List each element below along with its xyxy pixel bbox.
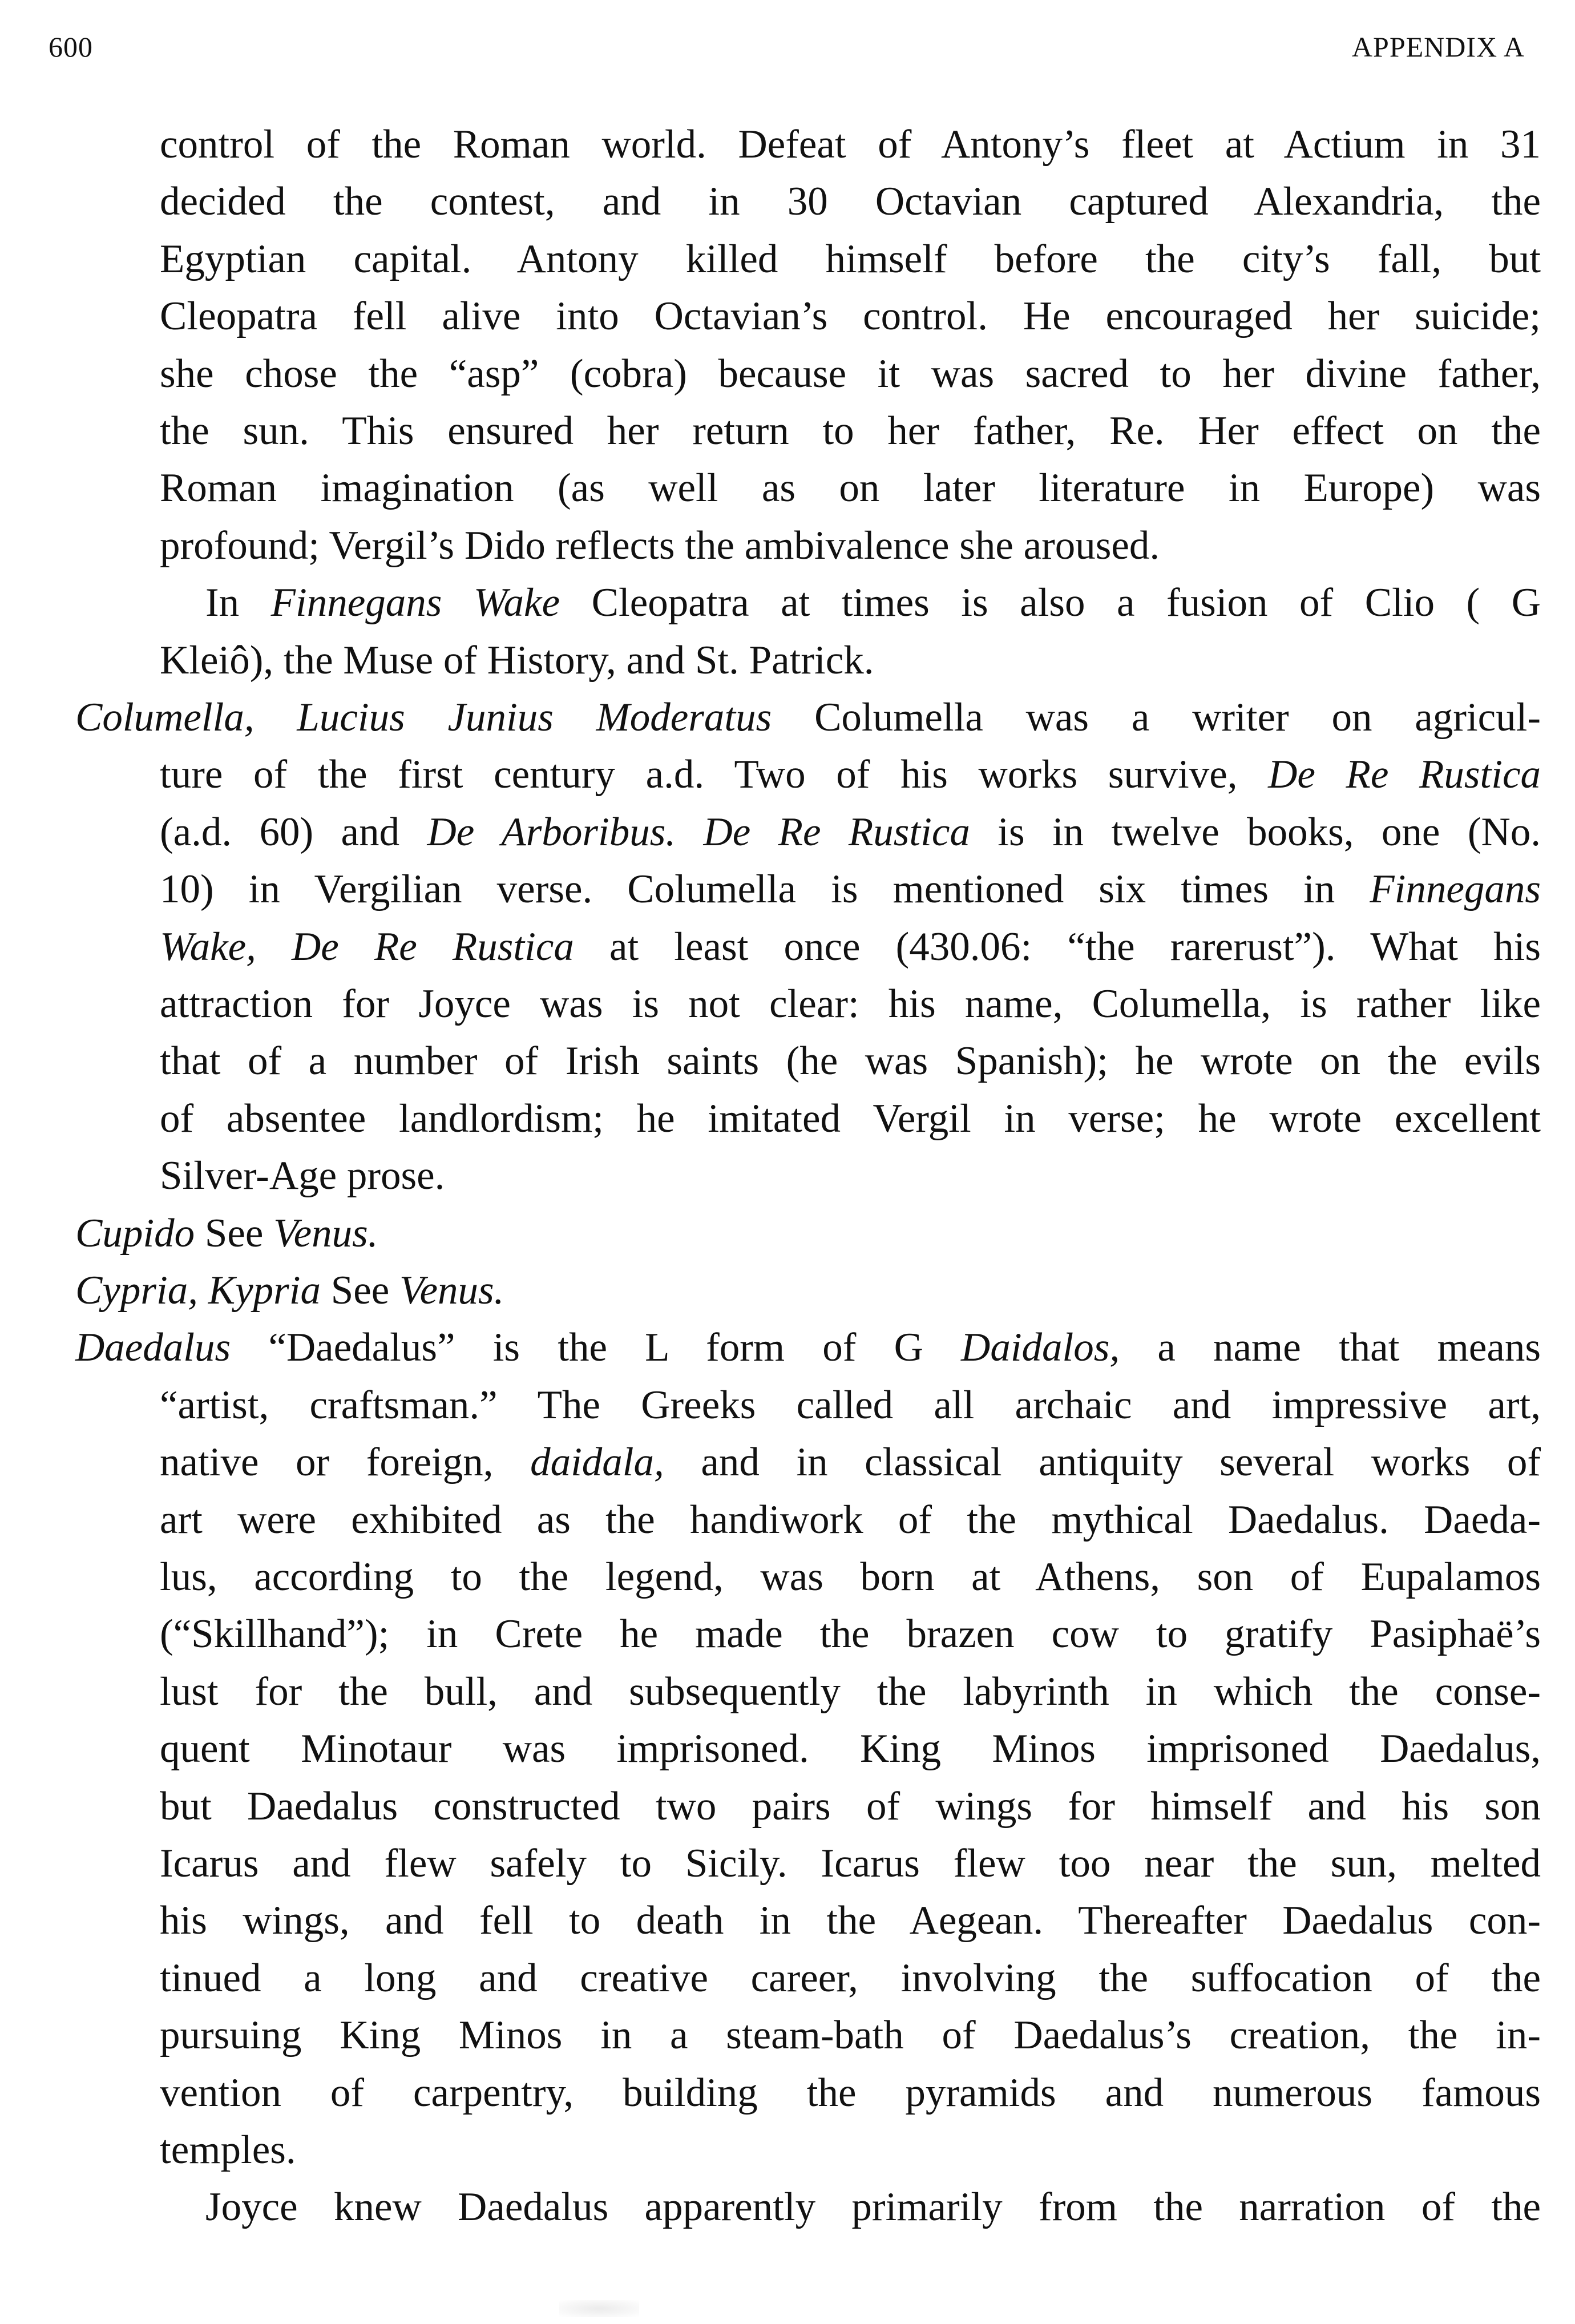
text-line (160, 1379, 1541, 1431)
text-run: In (205, 580, 271, 625)
text-line (75, 692, 1541, 743)
text-run: is in twelve books, one (No. (970, 810, 1541, 854)
text-line (160, 2010, 1541, 2061)
text-line (75, 1208, 1541, 1259)
text-line (160, 1608, 1541, 1660)
text-line (160, 1781, 1541, 1832)
text-line (75, 1265, 1541, 1316)
text-run: pursuing King Minos in a steam-bath of Daedalus’s creation, the in- (160, 2013, 1541, 2057)
text-line (160, 462, 1541, 514)
text-line (160, 1551, 1541, 1603)
text-run: his wings, and fell to death in the Aegean. Thereafter Daedalus con- (160, 1898, 1541, 1943)
text-run: “Daedalus” is the L form of G (231, 1325, 962, 1370)
text-run: she chose the “asp” (cobra) because it was sacred to her divine father, (160, 352, 1541, 396)
text-line (75, 1322, 1541, 1373)
italic-text: daidala, (530, 1440, 664, 1484)
text-line (160, 921, 1541, 973)
text-line (160, 1437, 1541, 1488)
text-run: art were exhibited as the handiwork of the mythical Daedalus. Daeda- (160, 1498, 1541, 1542)
italic-text: Columella, Lucius Junius Moderatus (75, 695, 772, 740)
text-line (160, 119, 1541, 170)
text-line (160, 635, 1541, 686)
text-run: Silver-Age prose. (160, 1153, 445, 1198)
text-run: Egyptian capital. Antony killed himself before the city’s fall, but (160, 237, 1541, 281)
text-line (205, 577, 1541, 628)
italic-text: Daidalos, (961, 1325, 1120, 1370)
italic-text: Finnegans Wake (270, 580, 560, 625)
text-line (160, 2124, 1541, 2176)
text-run: of absentee landlordism; he imitated Vergil in verse; he wrote excellent (160, 1096, 1541, 1141)
text-line (160, 864, 1541, 915)
italic-text: Venus. (399, 1268, 504, 1313)
page-number: 600 (49, 31, 93, 63)
text-run: Kleiô), the Muse of History, and St. Patrick. (160, 638, 874, 683)
text-line (160, 405, 1541, 457)
text-line (160, 176, 1541, 227)
text-line (160, 978, 1541, 1030)
text-line (160, 1035, 1541, 1087)
text-run: and in classical antiquity several works of (664, 1440, 1541, 1484)
text-run: “artist, craftsman.” The Greeks called all archaic and impressive art, (160, 1383, 1541, 1427)
text-line (160, 290, 1541, 342)
text-run: control of the Roman world. Defeat of Antony’s fleet at Actium in 31 (160, 122, 1541, 167)
text-run: Joyce knew Daedalus apparently primarily from the narration of the (205, 2185, 1541, 2229)
italic-text: Wake, De Re Rustica (160, 925, 574, 969)
text-run: Icarus and flew safely to Sicily. Icarus flew too near the sun, melted (160, 1841, 1541, 1886)
text-line (160, 749, 1541, 800)
text-line (160, 806, 1541, 858)
text-run: 10) in Vergilian verse. Columella is mentioned six times in (160, 867, 1370, 911)
text-run: but Daedalus constructed two pairs of wings for himself and his son (160, 1784, 1541, 1829)
text-run: (“Skillhand”); in Crete he made the brazen cow to gratify Pasiphaë’s (160, 1612, 1541, 1656)
text-line (160, 1093, 1541, 1144)
italic-text: Finnegans (1370, 867, 1541, 911)
text-run: tinued a long and creative career, involving the suffocation of the (160, 1956, 1541, 2000)
text-run: Cleopatra fell alive into Octavian’s control. He encouraged her suicide; (160, 294, 1541, 338)
text-run: (a.d. 60) and (160, 810, 427, 854)
text-line (160, 1723, 1541, 1774)
text-run: profound; Vergil’s Dido reflects the ambivalence she aroused. (160, 523, 1160, 568)
text-line (160, 1666, 1541, 1717)
text-run: that of a number of Irish saints (he was Spanish); he wrote on the evils (160, 1039, 1541, 1083)
italic-text: Cupido (75, 1211, 195, 1256)
text-run: attraction for Joyce was is not clear: his name, Columella, is rather like (160, 982, 1541, 1026)
text-run: lust for the bull, and subsequently the labyrinth in which the conse- (160, 1669, 1541, 1714)
text-run: See (195, 1211, 274, 1256)
italic-text: Venus. (273, 1211, 378, 1256)
italic-text: De Re Rustica (1268, 752, 1541, 797)
italic-text: Daedalus (75, 1325, 231, 1370)
text-line (160, 1838, 1541, 1889)
text-run: See (320, 1268, 399, 1313)
text-line (205, 2181, 1541, 2233)
text-run: quent Minotaur was imprisoned. King Minos imprisoned Daedalus, (160, 1726, 1541, 1771)
text-run: at least once (430.06: “the rarerust”). What his (574, 925, 1541, 969)
italic-text: Cypria, Kypria (75, 1268, 321, 1313)
text-line (160, 1895, 1541, 1946)
running-title: APPENDIX A (1351, 31, 1525, 63)
text-run: decided the contest, and in 30 Octavian captured Alexandria, the (160, 179, 1541, 224)
text-line (160, 233, 1541, 285)
text-line (160, 520, 1541, 571)
text-run: Cleopatra at times is also a fusion of Clio ( G (560, 580, 1541, 625)
text-run: native or foreign, (160, 1440, 531, 1484)
text-run: lus, according to the legend, was born at Athens, son of Eupalamos (160, 1555, 1541, 1599)
text-run: the sun. This ensured her return to her father, Re. Her effect on the (160, 409, 1541, 453)
text-run: Columella was a writer on agricul- (772, 695, 1541, 740)
text-run: vention of carpentry, building the pyramids and numerous famous (160, 2071, 1541, 2115)
text-run: ture of the first century a.d. Two of his works survive, (160, 752, 1269, 797)
text-run: temples. (160, 2128, 296, 2172)
scan-smudge (559, 2300, 639, 2317)
text-line (160, 348, 1541, 400)
text-line (160, 1150, 1541, 1201)
text-run: Roman imagination (as well as on later literature in Europe) was (160, 466, 1541, 510)
text-run: a name that means (1120, 1325, 1541, 1370)
text-line (160, 1494, 1541, 1546)
italic-text: De Arboribus. De Re Rustica (427, 810, 970, 854)
text-line (160, 2067, 1541, 2119)
text-line (160, 1952, 1541, 2004)
